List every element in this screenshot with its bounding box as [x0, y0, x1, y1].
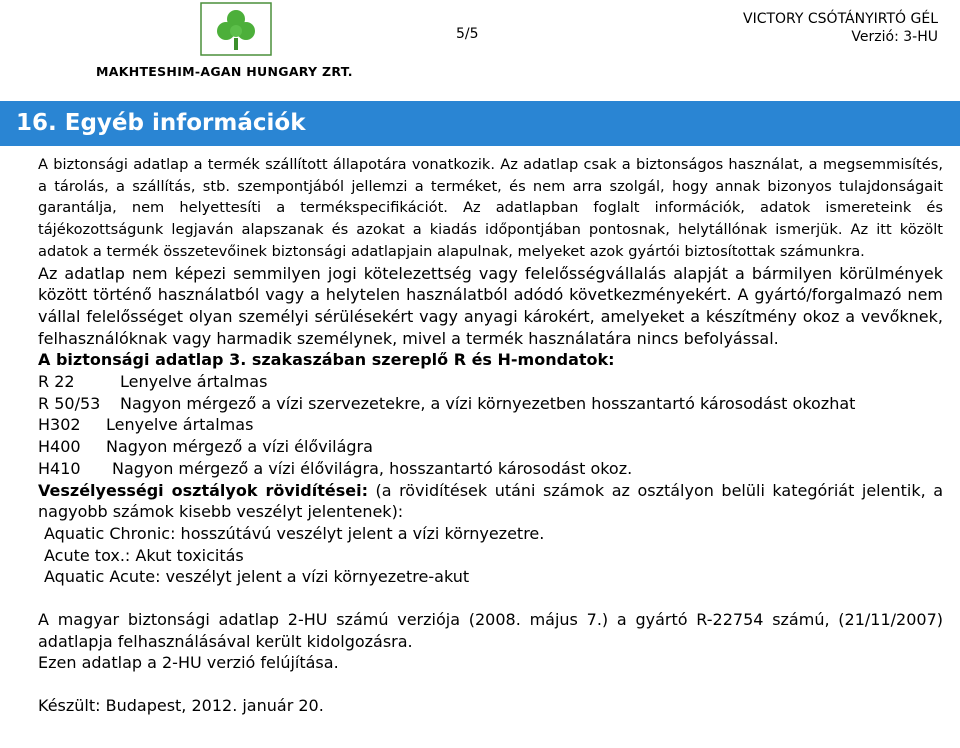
section-header-bar [0, 101, 960, 146]
abbreviations-paragraph [38, 480, 943, 523]
phrase-code: R 50/53 [38, 393, 101, 413]
abbreviations-label: Veszélyességi osztályok rövidítései: [38, 480, 368, 500]
product-info [743, 10, 938, 46]
phrase-text: Nagyon mérgező a vízi élővilágra, hosszantartó károsodást okoz. [112, 458, 633, 478]
document-body [38, 154, 943, 717]
clover-logo-icon [200, 2, 272, 56]
version-label: Verzió: 3-HU [851, 29, 938, 45]
phrase-text: Lenyelve ártalmas [106, 415, 254, 435]
phrase-item [38, 436, 943, 458]
abbreviation-item: Aquatic Chronic: hosszútávú veszélyt jelent a vízi környezetre. [44, 523, 545, 543]
section-title: 16. Egyéb információk [16, 110, 306, 136]
phrase-item [38, 393, 943, 415]
spacer [38, 674, 943, 695]
spacer [38, 588, 943, 609]
intro-paragraph-2: Az adatlap nem képezi semmilyen jogi kötelezettség vagy felelősségvállalás alapját a bármilyen körülmények között történő használatból vagy a helytelen használatból adódó következményekért. A gyártó/forgalmazó nem vállal felelősséget olyan személyi sérülésekért vagy anyagi károkért, amelyeket a készítmény okoz a vevőknek, felhasználóknak vagy harmadik személynek, mivel a termék használatára nincs befolyással. [38, 263, 943, 348]
abbreviation-item: Aquatic Acute: veszélyt jelent a vízi környezetre-akut [44, 567, 470, 587]
phrase-text: Lenyelve ártalmas [120, 372, 268, 392]
intro-paragraph-1: A biztonsági adatlap a termék szállított állapotára vonatkozik. Az adatlap csak a biztonságos használat, a megsemmisítés, a tárolás, a szállítás, stb. szempontjából jellemzi a terméket, és nem arra szolgál, hogy annak bizonyos tulajdonságait garantálja, nem helyettesíti a termékspecifikációt. Az adatlapban foglalt információk, adatok ismereteink és tájékozottságunk legjaván alapszanak és azokat a kiadás időpontjában pontosnak, helytállónak ismerjük. Az itt közölt adatok a termék összetevőinek biztonsági adatlapjain alapulnak, melyeket azok gyártói biztosítottak számunkra. [38, 156, 943, 260]
phrase-code: H302 [38, 415, 81, 435]
product-name: VICTORY CSÓTÁNYIRTÓ GÉL [743, 11, 938, 27]
phrase-item [38, 414, 943, 436]
phrase-code: H400 [38, 437, 81, 457]
abbreviations-intro: (a rövidítések utáni számok az osztályon belüli kategóriát jelentik, a nagyobb számok kisebb veszélyt jelentenek): [38, 480, 944, 522]
phrase-item [38, 458, 943, 480]
revision-note: Ezen adatlap a 2-HU verzió felújítása. [38, 653, 339, 673]
phrase-text: Nagyon mérgező a vízi szervezetekre, a vízi környezetben hosszantartó károsodást okozhat [120, 393, 856, 413]
phrase-item [38, 371, 943, 393]
abbreviation-item: Acute tox.: Akut toxicitás [44, 545, 244, 565]
phrases-heading: A biztonsági adatlap 3. szakaszában szereplő R és H-mondatok: [38, 350, 615, 370]
made-date: Készült: Budapest, 2012. január 20. [38, 696, 324, 716]
revision-paragraph: A magyar biztonsági adatlap 2-HU számú verziója (2008. május 7.) a gyártó R-22754 számú, (21/11/2007) adatlapja felhasználásával került kidolgozásra. [38, 610, 943, 651]
phrase-text: Nagyon mérgező a vízi élővilágra [106, 437, 373, 457]
phrase-code: H410 [38, 458, 81, 478]
phrase-code: R 22 [38, 372, 75, 392]
company-name: MAKHTESHIM-AGAN HUNGARY ZRT. [96, 64, 353, 79]
page-number: 5/5 [456, 26, 479, 42]
